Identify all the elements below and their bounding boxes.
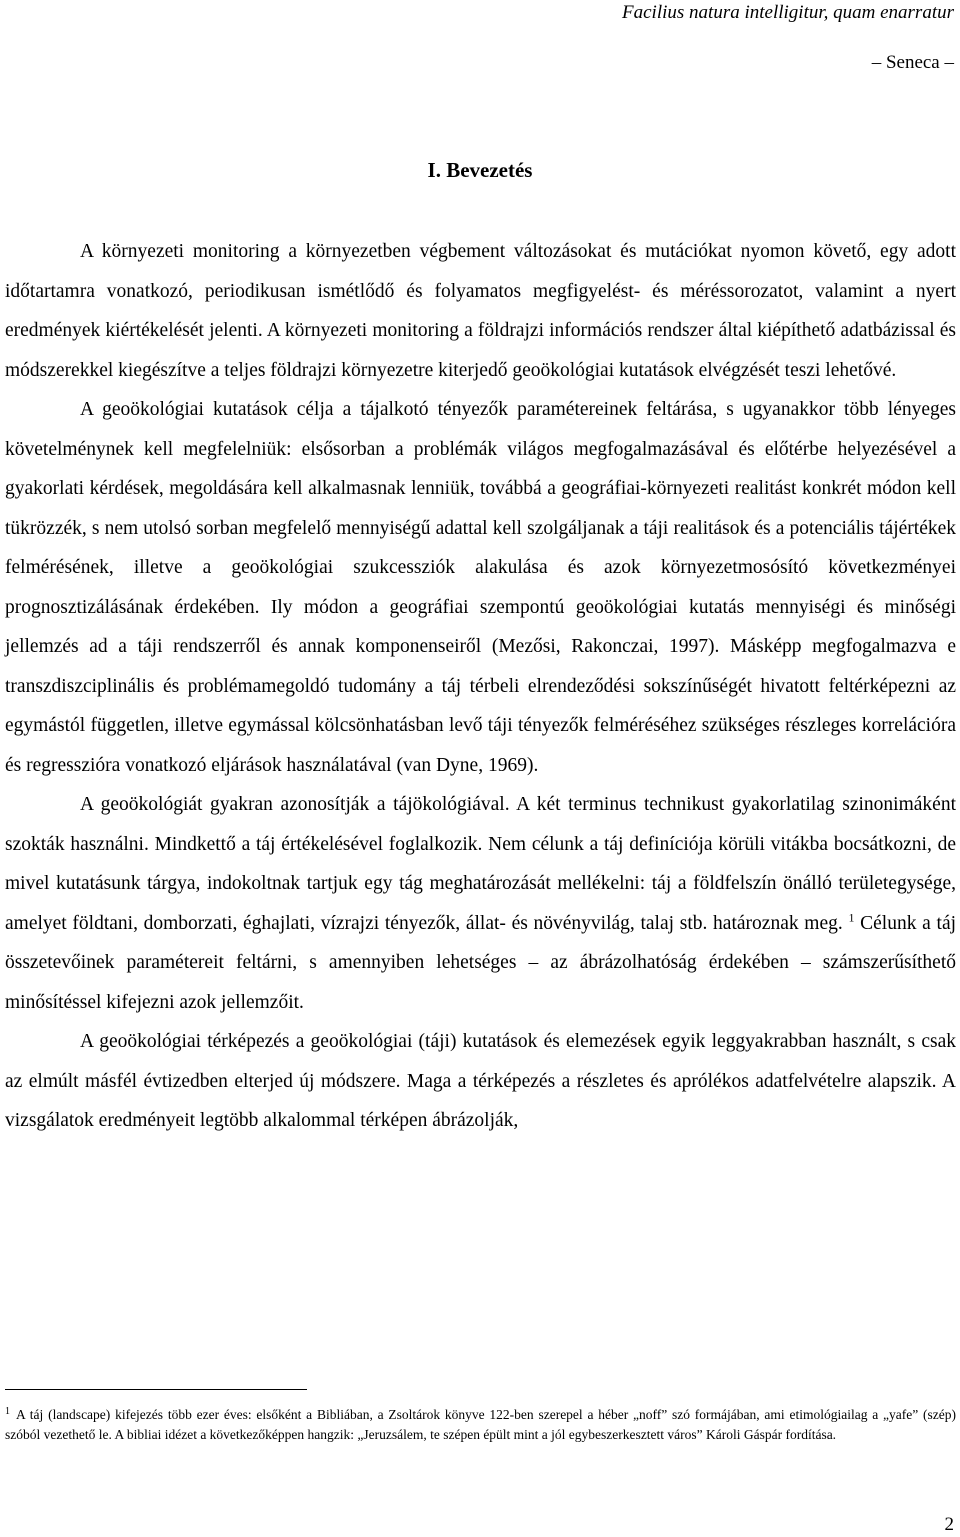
- paragraph-3: [5, 785, 956, 1022]
- paragraph-3-text-cont: Célunk a táj összetevőinek paramétereit feltárni, s amennyiben lehetséges – az ábrázolhatóság érdekében – számszerűsíthető minősítéssel kifejezni azok jellemzőit.: [5, 912, 957, 1013]
- footnote-separator: [5, 1389, 307, 1390]
- footnote-mark: 1: [5, 1405, 10, 1417]
- epigraph-author: – Seneca –: [871, 52, 954, 73]
- footnote-reference[interactable]: 1: [848, 910, 855, 924]
- paragraph-1: A környezeti monitoring a környezetben végbement változásokat és mutációkat nyomon követő, egy adott időtartamra vonatkozó, periodikusan ismétlődő és folyamatos megfigyelést- és méréssorozatot, valamint a nyert eredmények kiértékelését jelenti. A környezeti monitoring a földrajzi információs rendszer által kiépíthető adatbázissal és módszerekkel kiegészítve a teljes földrajzi környezetre kiterjedő geoökológiai kutatások elvégzését teszi lehetővé.: [5, 241, 956, 381]
- paragraph-2: A geoökológiai kutatások célja a tájalkotó tényezők paramétereinek feltárása, s ugyanakkor több lényeges követelménynek kell megfelelniük: elsősorban a problémák világos megfogalmazásával és előtérbe helyezésével a gyakorlati kérdések, megoldására kell alkalmasnak lenniük, továbbá a geográfiai-környezeti realitást konkrét módon kell tükrözzék, s nem utolsó sorban megfelelő mennyiségű adattal kell szolgáljanak a táji realitások és a potenciális tájértékek felmérésének, illetve a geoökológiai szukcessziók alakulása és azok környezetmosósító következményei prognosztizálásának érdekében. Ily módon a geográfiai szempontú geoökológiai kutatás mennyiségi és minőségi jellemzés ad a táji rendszerről és annak komponenseiről (Mezősi, Rakonczai, 1997). Másképp megfogalmazva e transzdiszciplinális és problémamegoldó tudomány a táj térbeli elrendeződési sokszínűségét hivatott feltérképezni az egymástól független, illetve egymással kölcsönhatásban levő táji tényezők felméréséhez szükséges részleges korrelációra és regresszióra vonatkozó eljárások használatával (van Dyne, 1969).: [5, 399, 956, 776]
- footnote: [5, 1405, 956, 1445]
- section-heading: I. Bevezetés: [427, 158, 533, 182]
- footnote-text: A táj (landscape) kifejezés több ezer éves: elsőként a Bibliában, a Zsoltárok könyve 122-ben szerepel a héber „noff” szó formájában, ami etimológiailag a „yafe” (szép) szóból vezethető le. A bibliai idézet a következőképpen hangzik: „Jeruzsálem, te szépen épült mint a jól egybeszerkesztett város” Károli Gáspár fordítása.: [5, 1407, 956, 1442]
- paragraph-3-text: A geoökológiát gyakran azonosítják a tájökológiával. A két terminus technikust gyakorlatilag szinonimáként szokták használni. Mindkettő a táj értékelésével foglalkozik. Nem célunk a táj definíciója körüli vitákba bocsátkozni, de mivel kutatásunk tárgya, indokoltnak tartjuk egy tág meghatározását mellékelni: táj a földfelszín önálló területegysége, amelyet földtani, domborzati, éghajlati, vízrajzi tényezők, állat- és növényvilág, talaj stb. határoznak meg.: [5, 794, 956, 934]
- epigraph-quote: Facilius natura intelligitur, quam enarratur: [622, 2, 954, 23]
- page-number: 2: [944, 1514, 954, 1535]
- body-text: [5, 232, 956, 1141]
- paragraph-4: A geoökológiai térképezés a geoökológiai (táji) kutatások és elemezések egyik leggyakrabban használt, s csak az elmúlt másfél évtizedben elterjed új módszere. Maga a térképezés a részletes és aprólékos adatfelvételre alapszik. A vizsgálatok eredményeit legtöbb alkalommal térképen ábrázolják,: [5, 1031, 956, 1131]
